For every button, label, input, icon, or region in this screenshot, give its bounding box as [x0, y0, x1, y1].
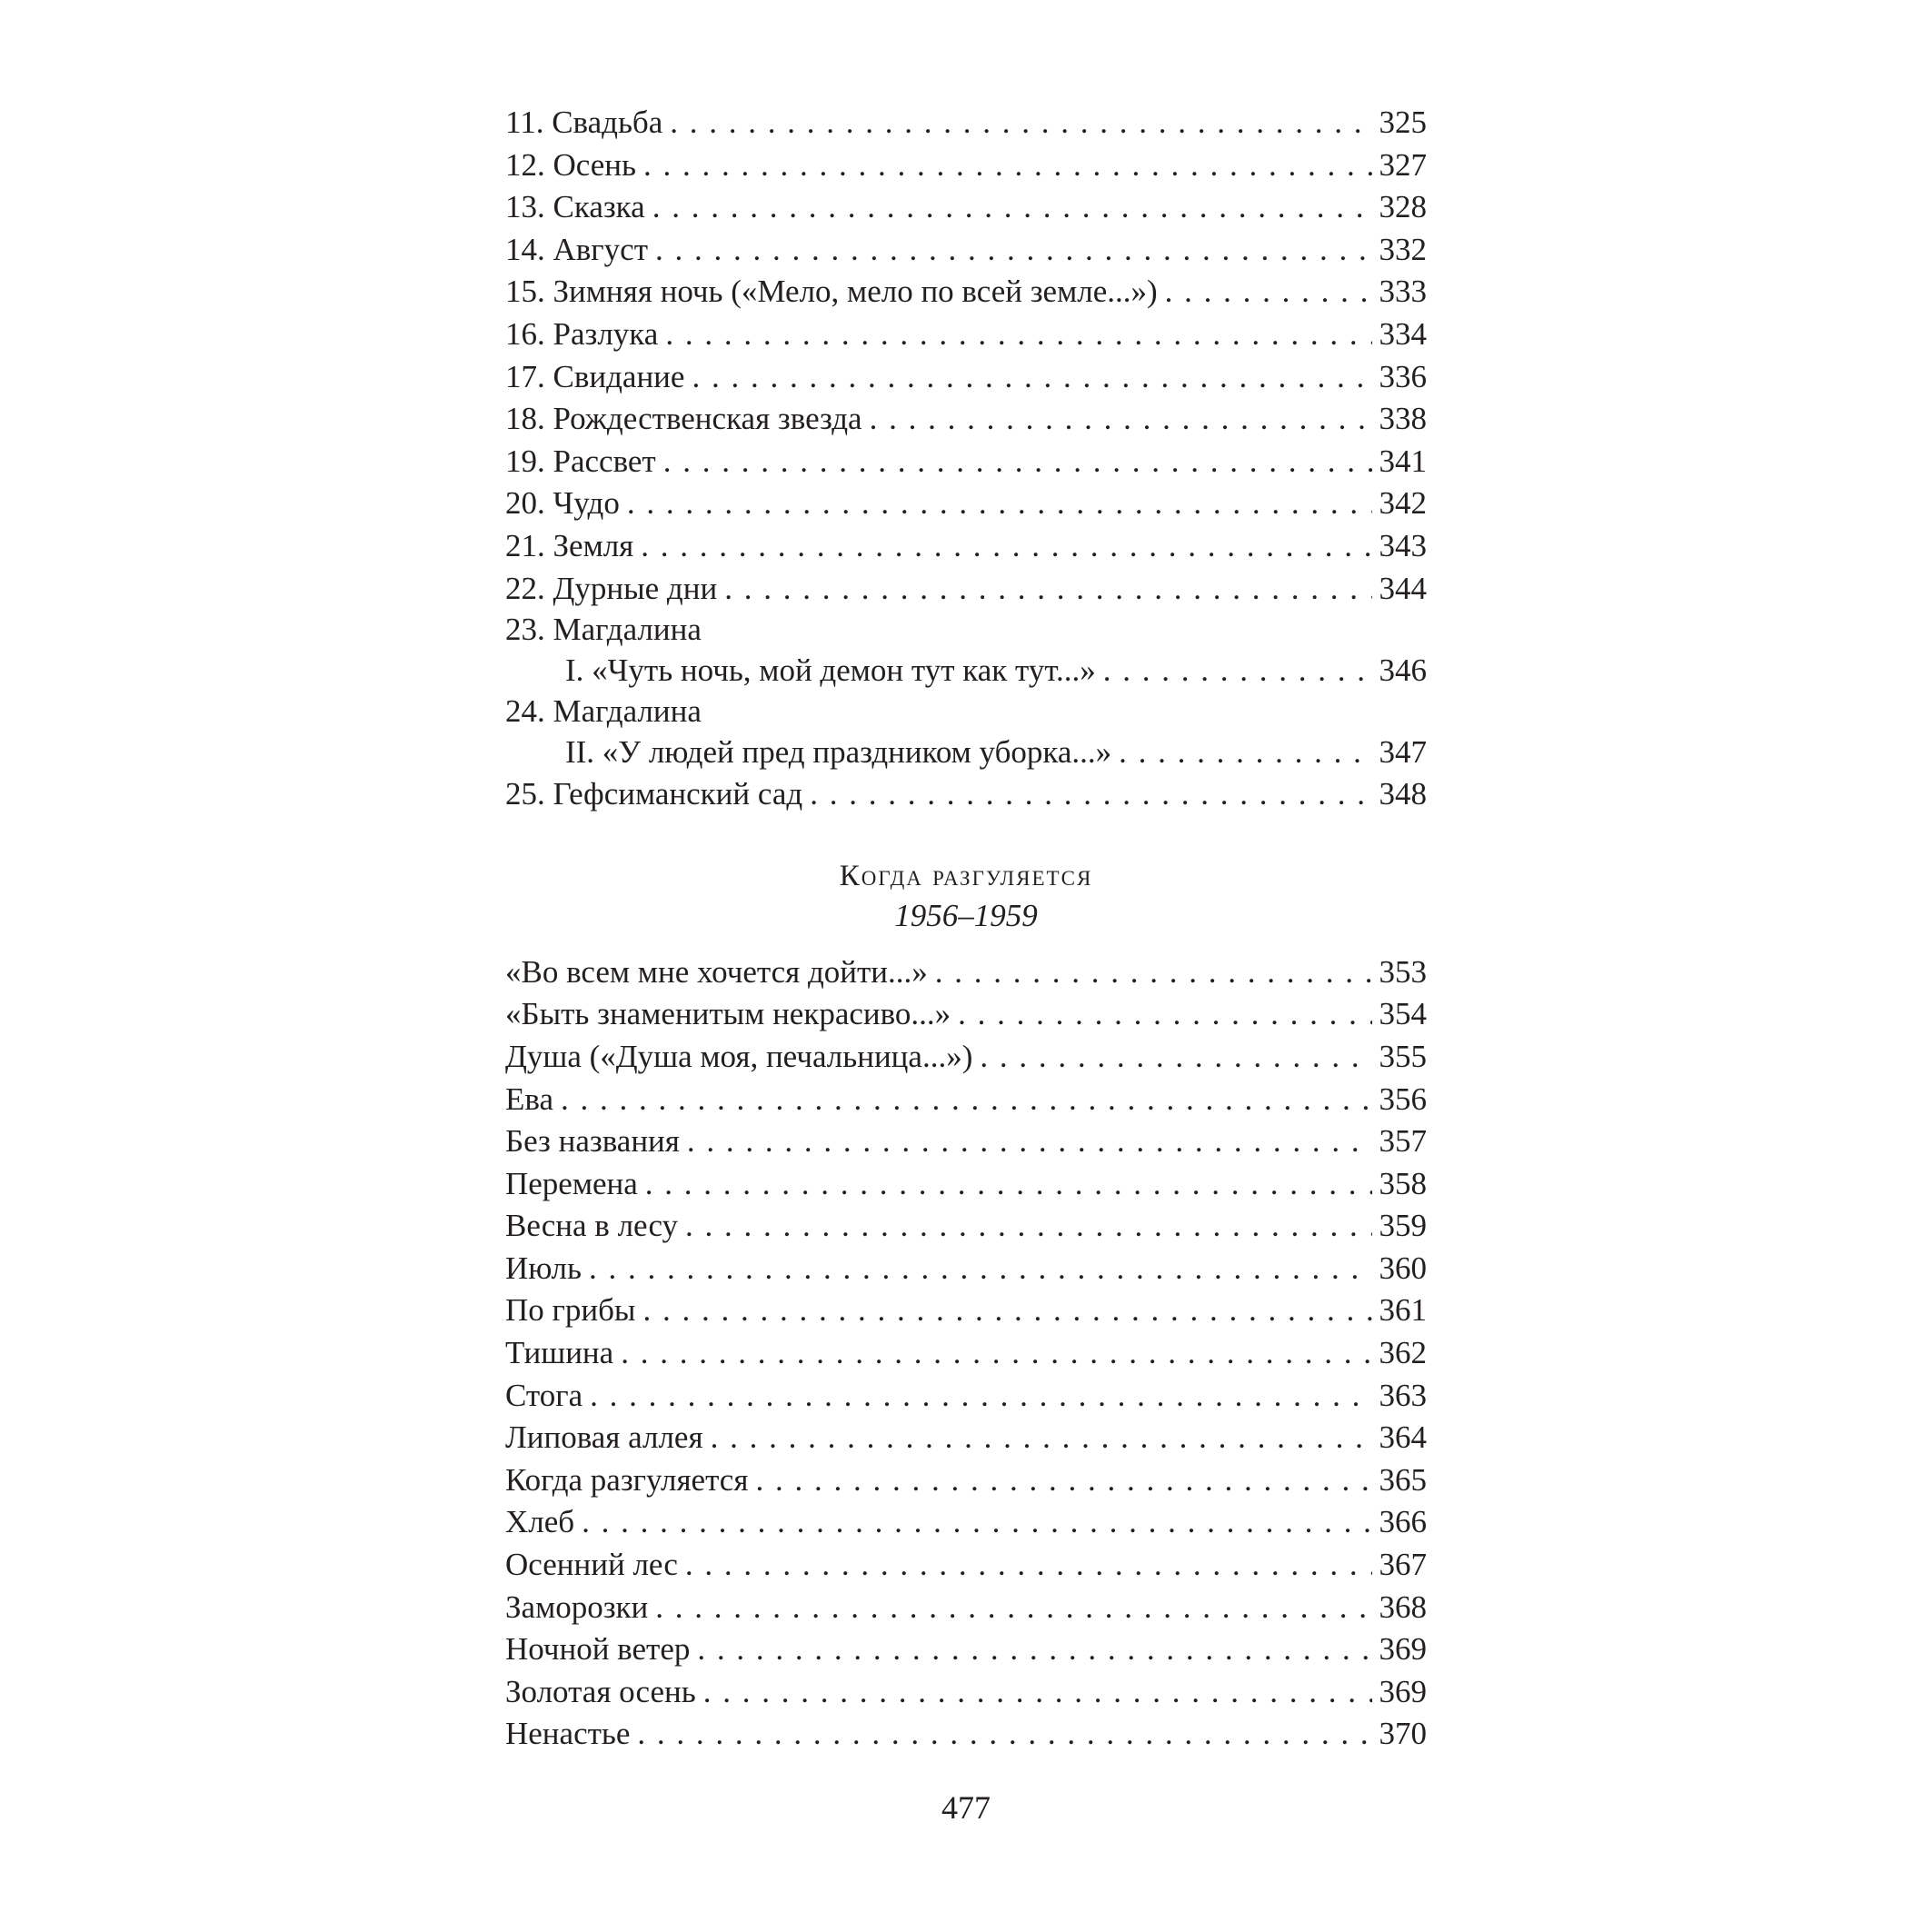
toc-entry-title: 16. Разлука — [505, 315, 659, 352]
toc-entry-title: Хлеб — [505, 1504, 575, 1540]
toc-entry — [505, 525, 1427, 568]
dot-leader — [703, 1671, 1372, 1714]
toc-entry-page: 338 — [1379, 401, 1427, 437]
toc-entry — [505, 314, 1427, 356]
toc-entry-title: Тишина — [505, 1335, 614, 1371]
dot-leader — [645, 1163, 1372, 1206]
dot-leader — [665, 314, 1371, 356]
toc-entry-page: 361 — [1379, 1292, 1427, 1329]
toc-entry-page: 348 — [1379, 776, 1427, 812]
dot-leader — [755, 1459, 1371, 1502]
toc-entry — [505, 1163, 1427, 1206]
toc-entry-title: Когда разгуляется — [505, 1461, 749, 1498]
dot-leader — [687, 1120, 1372, 1163]
toc-entry — [505, 568, 1427, 611]
toc-entry-title: Весна в лесу — [505, 1208, 679, 1244]
toc-entry-title: Ночной ветер — [505, 1631, 691, 1668]
dot-leader — [958, 993, 1371, 1036]
section-heading: Когда разгуляется — [839, 859, 1093, 892]
toc-entry-page: 325 — [1379, 105, 1427, 140]
toc-entry-title: I. «Чуть ночь, мой демон тут как тут...» — [565, 652, 1096, 689]
dot-leader — [1103, 650, 1372, 692]
toc-entry — [505, 1205, 1427, 1248]
toc-entry-page: 359 — [1379, 1208, 1427, 1244]
page-number: 477 — [941, 1789, 991, 1826]
toc-entry-heading — [505, 692, 1427, 732]
toc-entry-title: Заморозки — [505, 1588, 649, 1625]
toc-entry-title: 19. Рассвет — [505, 443, 656, 479]
toc-entry-page: 365 — [1379, 1461, 1427, 1498]
toc-entry — [505, 1036, 1427, 1079]
toc-entry-title: Душа («Душа моя, печальница...») — [505, 1038, 973, 1074]
toc-entry-title: Ева — [505, 1081, 553, 1117]
toc-entry — [505, 732, 1427, 773]
toc-entry-page: 362 — [1379, 1335, 1427, 1371]
toc-entry-page: 342 — [1379, 485, 1427, 522]
toc-list-part1 — [505, 102, 1427, 610]
dot-leader — [655, 229, 1372, 272]
toc-entry-page: 353 — [1379, 953, 1427, 990]
toc-entry — [505, 1290, 1427, 1332]
toc-entry-page: 357 — [1379, 1123, 1427, 1160]
dot-leader — [627, 483, 1372, 525]
dot-leader — [561, 1079, 1372, 1121]
toc-entry-page: 354 — [1379, 996, 1427, 1032]
dot-leader — [590, 1375, 1371, 1418]
toc-entry-title: II. «У людей пред праздником уборка...» — [565, 734, 1112, 771]
table-of-contents — [505, 102, 1427, 1756]
toc-entry — [505, 1417, 1427, 1459]
dot-leader — [692, 356, 1371, 399]
toc-list-part3 — [505, 773, 1427, 816]
toc-entry-page: 332 — [1379, 231, 1427, 267]
toc-entry — [505, 1544, 1427, 1587]
dot-leader — [870, 398, 1372, 441]
toc-entry — [505, 1248, 1427, 1290]
toc-entry-title: Перемена — [505, 1165, 638, 1201]
dot-leader — [980, 1036, 1371, 1079]
toc-entry-title: 23. Магдалина — [505, 612, 702, 648]
toc-entry — [505, 1671, 1427, 1714]
toc-entry-page: 327 — [1379, 146, 1427, 183]
toc-list-part2 — [505, 610, 1427, 773]
toc-entry-page: 363 — [1379, 1377, 1427, 1413]
dot-leader — [810, 773, 1371, 816]
toc-entry-title: 21. Земля — [505, 527, 634, 563]
toc-entry-page: 364 — [1379, 1419, 1427, 1456]
toc-entry-page: 334 — [1379, 315, 1427, 352]
dot-leader — [1165, 271, 1372, 314]
toc-entry — [505, 356, 1427, 399]
toc-entry-title: Золотая осень — [505, 1673, 696, 1709]
toc-list-section — [505, 951, 1427, 1756]
toc-entry — [505, 483, 1427, 525]
dot-leader — [670, 102, 1371, 144]
toc-entry-page: 369 — [1379, 1673, 1427, 1709]
dot-leader — [641, 525, 1371, 568]
toc-entry-page: 358 — [1379, 1165, 1427, 1201]
dot-leader — [652, 186, 1372, 229]
toc-entry-title: «Во всем мне хочется дойти...» — [505, 953, 928, 990]
toc-entry-page: 343 — [1379, 527, 1427, 563]
toc-entry-page: 366 — [1379, 1504, 1427, 1540]
toc-entry-title: Ненастье — [505, 1716, 631, 1752]
toc-entry-title: 25. Гефсиманский сад — [505, 776, 803, 812]
toc-entry-page: 344 — [1379, 570, 1427, 606]
toc-entry — [505, 1375, 1427, 1418]
toc-entry — [505, 773, 1427, 816]
toc-entry-page: 347 — [1379, 734, 1427, 771]
toc-entry — [505, 1628, 1427, 1671]
toc-entry-title: 24. Магдалина — [505, 693, 702, 730]
toc-entry-page: 346 — [1379, 652, 1427, 689]
dot-leader — [637, 1713, 1371, 1756]
toc-entry — [505, 1713, 1427, 1756]
toc-entry — [505, 1332, 1427, 1375]
section-years: 1956–1959 — [894, 897, 1038, 933]
toc-entry-title: 12. Осень — [505, 146, 636, 183]
toc-entry — [505, 271, 1427, 314]
toc-entry-title: По грибы — [505, 1292, 636, 1329]
toc-entry — [505, 398, 1427, 441]
toc-entry-page: 356 — [1379, 1081, 1427, 1117]
toc-entry-page: 341 — [1379, 443, 1427, 479]
toc-entry-title: 22. Дурные дни — [505, 570, 718, 606]
toc-entry-title: 14. Август — [505, 231, 648, 267]
toc-entry — [505, 1459, 1427, 1502]
dot-leader — [655, 1587, 1371, 1629]
toc-entry-title: 18. Рождественская звезда — [505, 401, 862, 437]
toc-entry-heading — [505, 610, 1427, 650]
dot-leader — [711, 1417, 1372, 1459]
toc-entry-page: 369 — [1379, 1631, 1427, 1668]
toc-entry-page: 360 — [1379, 1250, 1427, 1286]
toc-entry-page: 336 — [1379, 358, 1427, 394]
toc-entry — [505, 144, 1427, 187]
toc-entry-title: 11. Свадьба — [505, 105, 663, 140]
toc-entry — [505, 951, 1427, 994]
toc-entry-title: Стога — [505, 1377, 583, 1413]
dot-leader — [1119, 732, 1371, 773]
toc-entry-title: 20. Чудо — [505, 485, 620, 522]
dot-leader — [589, 1248, 1372, 1290]
toc-entry-page: 355 — [1379, 1038, 1427, 1074]
toc-entry — [505, 1079, 1427, 1121]
dot-leader — [663, 441, 1372, 483]
dot-leader — [935, 951, 1372, 994]
toc-entry — [505, 186, 1427, 229]
dot-leader — [643, 144, 1372, 187]
toc-entry-page: 370 — [1379, 1716, 1427, 1752]
dot-leader — [642, 1290, 1371, 1332]
toc-entry-page: 367 — [1379, 1547, 1427, 1583]
toc-entry — [505, 1120, 1427, 1163]
dot-leader — [685, 1544, 1372, 1587]
toc-entry-page: 328 — [1379, 189, 1427, 225]
toc-entry — [505, 1501, 1427, 1544]
dot-leader — [697, 1628, 1371, 1671]
toc-entry — [505, 102, 1427, 144]
toc-entry-title: 13. Сказка — [505, 189, 645, 225]
toc-entry-title: «Быть знаменитым некрасиво...» — [505, 996, 951, 1032]
dot-leader — [621, 1332, 1371, 1375]
toc-entry-title: 17. Свидание — [505, 358, 685, 394]
toc-entry — [505, 229, 1427, 272]
toc-entry — [505, 1587, 1427, 1629]
toc-entry-page: 368 — [1379, 1588, 1427, 1625]
toc-entry-title: Липовая аллея — [505, 1419, 703, 1456]
toc-entry — [505, 441, 1427, 483]
toc-entry — [505, 650, 1427, 692]
toc-entry-title: 15. Зимняя ночь («Мело, мело по всей земле...») — [505, 274, 1158, 310]
toc-entry-title: Без названия — [505, 1123, 680, 1160]
toc-entry-title: Осенний лес — [505, 1547, 678, 1583]
dot-leader — [724, 568, 1371, 611]
dot-leader — [582, 1501, 1371, 1544]
toc-entry-title: Июль — [505, 1250, 582, 1286]
toc-entry-page: 333 — [1379, 274, 1427, 310]
dot-leader — [685, 1205, 1371, 1248]
toc-entry — [505, 993, 1427, 1036]
